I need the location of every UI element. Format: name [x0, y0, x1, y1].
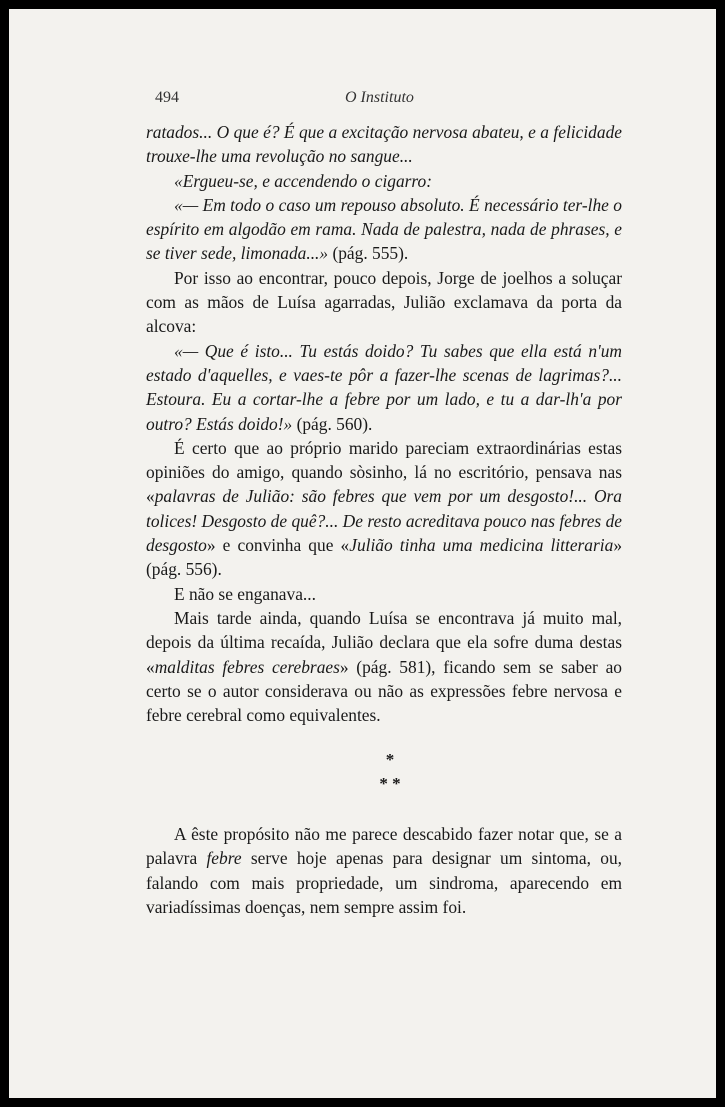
paragraph-2 [146, 169, 622, 193]
paragraph-4 [146, 266, 622, 339]
quote-text: palavras de Julião: são febres que vem por um desgosto!... Ora tolices! Desgosto de quê?... De resto acreditava pouco nas febres de desgosto [146, 486, 622, 556]
paragraph-text: E não se enganava... [174, 583, 316, 604]
quote-text: malditas febres cerebraes [154, 656, 340, 677]
paragraph-5 [146, 339, 622, 436]
paragraph-text: É certo que ao próprio marido pareciam extraordinárias estas opiniões do amigo, quando sòsinho, lá no escritório, pensava nas « [146, 437, 622, 507]
page-reference: » (pág. 556). [146, 535, 623, 580]
paragraph-text: Mais tarde ainda, quando Luísa se encontrava já muito mal, depois da última recaída, Julião declara que ela sofre duma destas « [146, 607, 622, 677]
paragraph-3 [146, 193, 622, 266]
page-number: 494 [155, 89, 179, 106]
paragraph-text: A êste propósito não me parece descabido fazer notar que, se a palavra [146, 824, 622, 869]
quote-continuation: ratados... O que é? É que a excitação nervosa abateu, e a felicidade trouxe-lhe uma revolução no sangue... [146, 122, 622, 167]
paragraph-text: » e convinha que « [206, 535, 350, 556]
section-asterism [360, 748, 420, 796]
asterism-bottom: * * [379, 774, 401, 793]
quote-intro: «Ergueu-se, e accendendo o cigarro: [174, 170, 433, 191]
quote-text: Julião tinha uma medicina litteraria [349, 535, 614, 556]
paragraph-9 [146, 822, 622, 919]
quote-text: «— Em todo o caso um repouso absoluto. É necessário ter-lhe o espírito em algodão em rama. Nada de palestra, nada de phrases, e se tiver sede, limonada...» [146, 194, 622, 264]
page-reference: (pág. 555). [328, 243, 409, 264]
paragraph-1 [146, 120, 622, 169]
paragraph-text: » (pág. 581), ficando sem se saber ao certo se o autor considerava ou não as expressões febre nervosa e febre cerebral como equivalentes. [146, 656, 622, 726]
paragraph-6 [146, 436, 622, 582]
paragraph-text: serve hoje apenas para designar um sintoma, ou, falando com mais propriedade, um sindroma, aparecendo em variadíssimas doenças, nem sempre assim foi. [146, 848, 622, 917]
running-title: O Instituto [345, 89, 414, 106]
body-text [146, 120, 622, 727]
paragraph-7 [146, 582, 622, 606]
quote-text: «— Que é isto... Tu estás doido? Tu sabes que ella está n'um estado d'aquelles, e vaes-te pôr a fazer-lhe scenas de lagrimas?... Estoura. Eu a cortar-lhe a febre por um lado, e tu a dar-lh'a por outro? Estás doido!» [146, 340, 622, 434]
body-text-2 [146, 822, 622, 919]
paragraph-text: Por isso ao encontrar, pouco depois, Jorge de joelhos a soluçar com as mãos de Luísa agarradas, Julião exclamava da porta da alcova: [146, 267, 622, 337]
asterism-top: * [385, 750, 395, 769]
paragraph-8 [146, 606, 622, 727]
page-reference: (pág. 560). [292, 413, 373, 434]
emphasis-word: febre [206, 848, 242, 869]
